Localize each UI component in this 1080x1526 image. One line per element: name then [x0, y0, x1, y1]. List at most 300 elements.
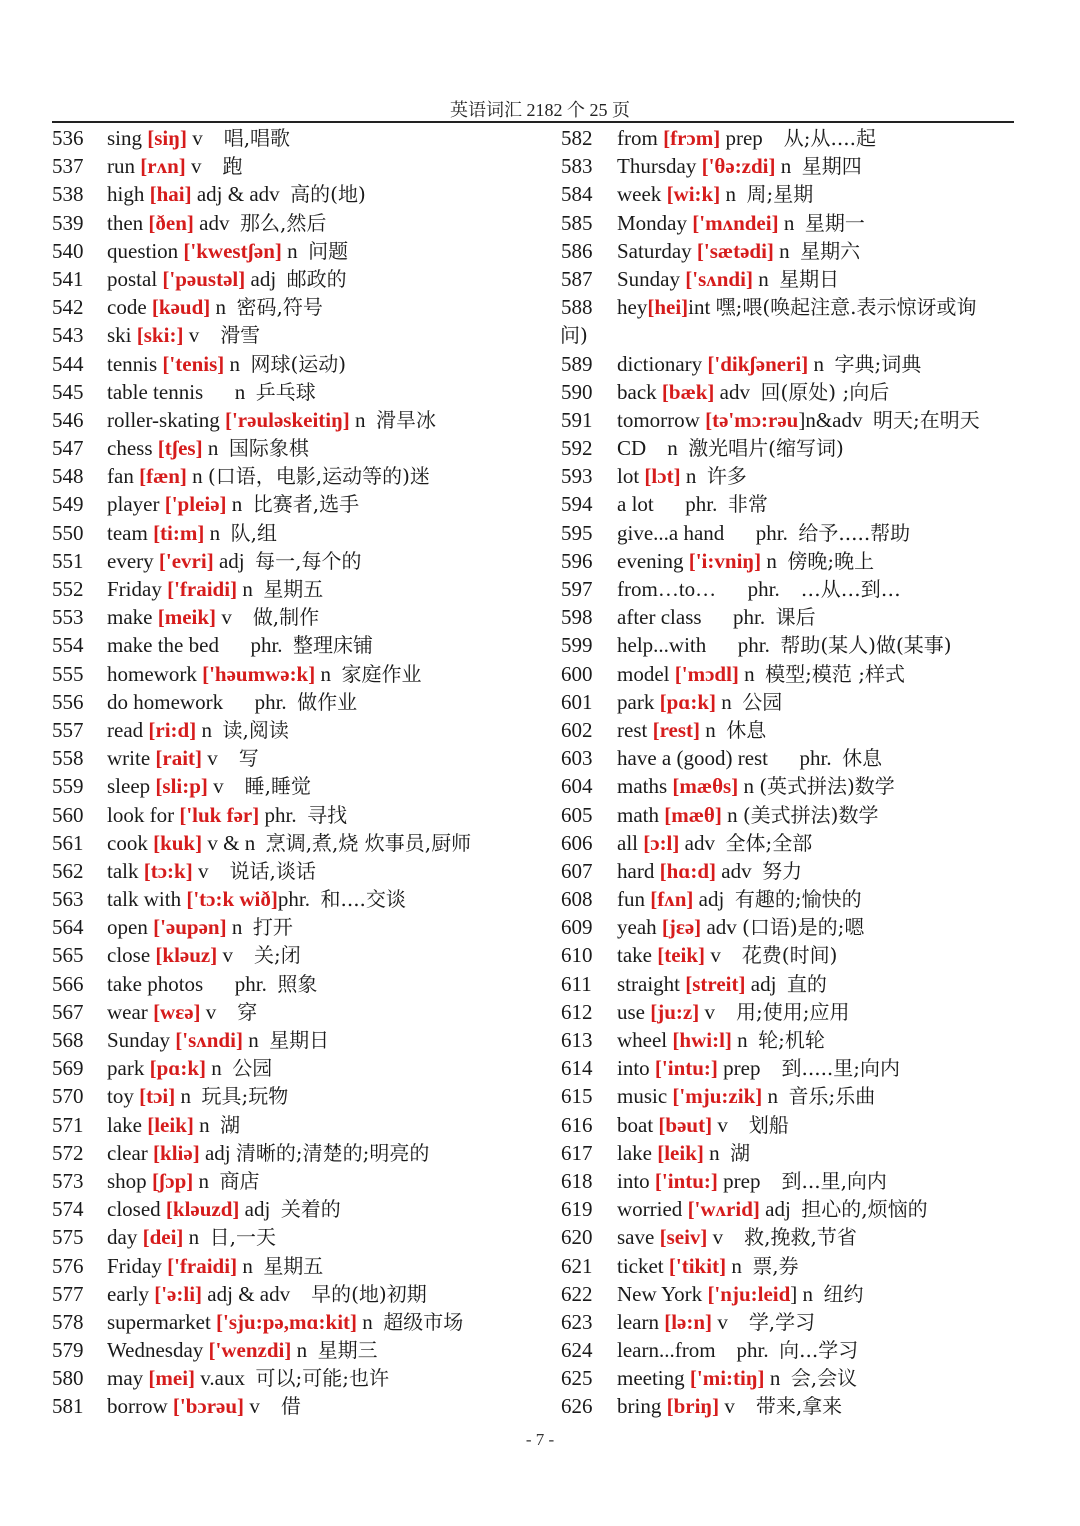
vocab-entry: [561, 1336, 1021, 1364]
entry-part-of-speech: n: [242, 1028, 270, 1052]
entry-number: 599: [561, 633, 593, 658]
vocab-entry: [52, 913, 552, 941]
entry-word: music: [617, 1084, 673, 1109]
entry-word: fun: [617, 887, 651, 912]
entry-phonetic: [mei]: [148, 1366, 196, 1391]
entry-part-of-speech: adj & adv: [191, 182, 291, 207]
entry-phonetic: [pɑ:k]: [659, 689, 716, 714]
entry-word: park: [107, 1056, 150, 1081]
entry-word: help...with: [617, 633, 738, 658]
entry-phonetic: ['mʌndei]: [692, 210, 779, 235]
vocab-entry: [561, 857, 1021, 885]
entry-number: 541: [52, 266, 84, 291]
vocab-entry: [561, 434, 1021, 462]
entry-part-of-speech: n: [196, 717, 223, 742]
vocab-entry: [561, 350, 1021, 378]
entry-phonetic: ['wenzdi]: [208, 1338, 292, 1363]
entry-phonetic: ['i:vniŋ]: [688, 548, 762, 573]
entry-number: 552: [52, 577, 84, 601]
entry-meaning: 比赛者,选手: [252, 492, 360, 517]
entry-number: 566: [52, 971, 84, 996]
entry-phonetic: [kləuz]: [155, 943, 218, 968]
entry-number: 536: [52, 126, 84, 150]
entry-number: 568: [52, 1028, 84, 1052]
entry-word: evening: [617, 548, 689, 573]
entry-meaning: 担心的,烦恼的: [801, 1197, 928, 1222]
entry-part-of-speech: adj: [745, 971, 787, 996]
entry-number: 558: [52, 746, 84, 771]
entry-number: 550: [52, 520, 84, 545]
entry-number: 608: [561, 887, 593, 912]
entry-word: from: [617, 126, 664, 150]
entry-phonetic: [rʌn]: [140, 154, 186, 179]
vocab-entry: [52, 1308, 552, 1336]
entry-phonetic: [ri:d]: [148, 717, 197, 742]
vocab-entry: [561, 1082, 1021, 1110]
entry-number: 616: [561, 1112, 593, 1137]
entry-word: hard: [617, 858, 660, 883]
entry-part-of-speech: n: [738, 774, 760, 799]
entry-number: 590: [561, 379, 593, 404]
entry-word: close: [107, 943, 156, 968]
entry-phonetic: [kliə]: [153, 1140, 200, 1165]
entry-number: 605: [561, 802, 593, 827]
entry-word: run: [107, 154, 141, 179]
entry-number: 551: [52, 548, 84, 573]
entry-number: 560: [52, 802, 84, 827]
entry-part-of-speech: n: [762, 1084, 789, 1109]
vocab-entry: [561, 885, 1021, 913]
entry-number: 592: [561, 436, 593, 461]
entry-meaning: 玩具;玩物: [201, 1084, 289, 1109]
entry-number: 611: [561, 971, 592, 996]
entry-word: yeah: [617, 915, 662, 940]
entry-word: ticket: [617, 1253, 669, 1278]
entry-part-of-speech: n: [808, 351, 835, 376]
entry-part-of-speech: v: [719, 1394, 756, 1419]
entry-part-of-speech: v: [699, 999, 736, 1024]
entry-phonetic: [briŋ]: [666, 1394, 720, 1419]
entry-meaning: 邮政的: [286, 266, 347, 291]
entry-number: 567: [52, 999, 84, 1024]
entry-number: 547: [52, 436, 84, 461]
entry-meaning: 纽约: [823, 1281, 864, 1306]
entry-phonetic: [tɔ:k]: [143, 858, 193, 883]
entry-meaning: 家庭作业: [341, 661, 422, 686]
entry-part-of-speech: v & n: [202, 830, 266, 855]
entry-meaning: 关着的: [280, 1197, 341, 1222]
vocab-entry: [52, 490, 552, 518]
entry-meaning: 帮助(某人)做(某事): [780, 633, 952, 658]
entry-word: cook: [107, 830, 154, 855]
entry-number: 563: [52, 887, 84, 912]
entry-part-of-speech: n: [703, 1140, 731, 1165]
entry-word: wear: [107, 999, 154, 1024]
entry-phonetic: ['sʌndi]: [685, 266, 753, 291]
vocab-entry: [561, 801, 1021, 829]
entry-word: borrow: [107, 1394, 173, 1419]
page-number: - 7 -: [525, 1430, 555, 1449]
vocab-entry: [561, 1392, 1021, 1420]
entry-meaning: 努力: [762, 858, 803, 883]
entry-word: day: [107, 1225, 143, 1250]
entry-meaning: 队,组: [230, 520, 277, 545]
entry-meaning: 会,会议: [790, 1366, 858, 1391]
vocab-entry: [52, 378, 552, 406]
vocab-entry: [52, 1195, 552, 1223]
entry-part-of-speech: n: [680, 464, 707, 489]
entry-word: Monday: [617, 210, 693, 235]
entry-part-of-speech: adv: [714, 379, 761, 404]
entry-number: 596: [561, 548, 593, 573]
entry-word: Saturday: [617, 238, 697, 263]
entry-meaning: 星期五: [263, 1253, 324, 1278]
entry-number: 609: [561, 915, 593, 940]
entry-phonetic: [teik]: [657, 943, 706, 968]
entry-part-of-speech: phr.: [799, 746, 843, 771]
entry-number: 591: [561, 407, 593, 432]
entry-phonetic: [lə:n]: [664, 1309, 713, 1334]
entry-part-of-speech: ]n&adv: [798, 407, 874, 432]
entry-word: dictionary: [617, 351, 708, 376]
entry-part-of-speech: n: [281, 238, 309, 263]
entry-part-of-speech: n: [738, 661, 766, 686]
entry-word: postal: [107, 266, 163, 291]
entry-phonetic: ['pleiə]: [164, 492, 227, 517]
vocab-entry: [52, 1223, 552, 1251]
entry-word: wheel: [617, 1028, 673, 1053]
entry-word: tomorrow: [617, 407, 706, 432]
entry-phonetic: [bæk]: [661, 379, 715, 404]
entry-meaning: 向...学习: [779, 1338, 859, 1363]
vocab-entry: [561, 237, 1021, 265]
entry-word: supermarket: [107, 1309, 217, 1334]
entry-number: 543: [52, 323, 84, 348]
entry-phonetic: [jɛə]: [661, 915, 702, 940]
entry-word: Thursday: [617, 154, 702, 179]
entry-meaning: …从…到…: [800, 577, 901, 602]
vocab-entry: [52, 970, 552, 998]
entry-word: lot: [617, 464, 645, 489]
entry-phonetic: ['fraidi]: [167, 577, 238, 601]
entry-phonetic: [rest]: [652, 717, 700, 742]
entry-word: straight: [617, 971, 686, 996]
entry-phonetic: [kuk]: [153, 830, 203, 855]
entry-meaning: 带来,拿来: [755, 1394, 843, 1419]
entry-word: Sunday: [617, 266, 686, 291]
vocab-entry: [52, 265, 552, 293]
entry-word: bring: [617, 1394, 667, 1419]
entry-phonetic: ['bɔrəu]: [172, 1394, 245, 1419]
entry-part-of-speech: n: [773, 238, 801, 263]
entry-meaning: 说话,谈话: [229, 858, 316, 883]
vocab-entry: [561, 378, 1021, 406]
entry-number: 544: [52, 351, 84, 376]
entry-part-of-speech: n: [764, 1366, 791, 1391]
vocab-entry: [52, 998, 552, 1026]
entry-part-of-speech: n: [234, 379, 256, 404]
entry-number: 610: [561, 943, 593, 968]
entry-phonetic: [sli:p]: [155, 774, 208, 799]
entry-part-of-speech: adv: [193, 210, 240, 235]
entry-number: 595: [561, 520, 593, 545]
vocab-entry: [52, 688, 552, 716]
entry-part-of-speech: n: [775, 154, 802, 179]
vocab-entry: [52, 350, 552, 378]
entry-part-of-speech: v: [183, 323, 221, 348]
entry-meaning: 写: [238, 746, 259, 771]
entry-word: give...a hand: [617, 520, 756, 545]
vocab-entry: [561, 998, 1021, 1026]
entry-part-of-speech: n: [761, 548, 788, 573]
entry-meaning: 做,制作: [252, 605, 320, 630]
entry-meaning: 公园: [232, 1056, 273, 1081]
entry-number: 624: [561, 1338, 593, 1363]
vocab-entry: [561, 575, 1021, 603]
entry-part-of-speech: n: [210, 295, 237, 320]
entry-meaning: 到...里,向内: [781, 1168, 887, 1193]
vocab-entry: [561, 406, 1021, 434]
entry-part-of-speech: phr.: [737, 633, 781, 658]
vocab-entry: [561, 1111, 1021, 1139]
vocab-entry: [52, 603, 552, 631]
entry-meaning: 傍晚;晚上: [787, 548, 875, 573]
entry-part-of-speech: n: [175, 1084, 202, 1109]
entry-word: learn...from: [617, 1338, 737, 1363]
vocab-entry: [52, 744, 552, 772]
entry-word: clear: [107, 1140, 154, 1165]
entry-number: 593: [561, 464, 593, 489]
entry-word: lake: [617, 1140, 658, 1165]
entry-meaning: 课后: [775, 605, 816, 630]
entry-word: player: [107, 492, 165, 517]
entry-meaning: 休息: [842, 746, 883, 771]
entry-phonetic: [hwi:l]: [672, 1028, 732, 1053]
entry-part-of-speech: adv: [701, 915, 743, 940]
entry-meaning: 救,挽救,节省: [744, 1225, 857, 1250]
vocab-entry: [52, 1026, 552, 1054]
entry-part-of-speech: n: [204, 520, 231, 545]
vocab-entry: [52, 180, 552, 208]
entry-part-of-speech: phr.: [277, 887, 321, 912]
entry-word: then: [107, 210, 149, 235]
entry-meaning: 穿: [237, 999, 258, 1024]
entry-number: 578: [52, 1309, 84, 1334]
entry-part-of-speech: phr.: [755, 520, 799, 545]
entry-number: 546: [52, 407, 84, 432]
entry-word: take photos: [107, 971, 235, 996]
entry-number: 565: [52, 943, 84, 968]
vocab-entry: [561, 1139, 1021, 1167]
entry-part-of-speech: n: [206, 1056, 233, 1081]
entry-phonetic: [tə'mɔ:rəu: [705, 407, 799, 432]
entry-word: hey: [617, 295, 648, 320]
vocab-entry: [52, 519, 552, 547]
vocab-entry: [561, 1364, 1021, 1392]
entry-phonetic: ['rəuləskeitiŋ]: [224, 407, 350, 432]
entry-phonetic: [streit]: [685, 971, 746, 996]
vocab-entry: [52, 857, 552, 885]
vocab-entry: [52, 406, 552, 434]
entry-number: 570: [52, 1084, 84, 1109]
vocab-entry: [561, 772, 1021, 800]
entry-phonetic: [ðen]: [148, 210, 194, 235]
entry-number: 545: [52, 379, 84, 404]
entry-word: homework: [107, 661, 203, 686]
entry-word: all: [617, 830, 644, 855]
vocab-entry: [52, 124, 552, 152]
entry-number: 554: [52, 633, 84, 658]
vocab-entry: [52, 1111, 552, 1139]
entry-meaning: 和....交谈: [320, 887, 406, 912]
entry-word: do homework: [107, 689, 255, 714]
entry-meaning: 休息: [726, 717, 767, 742]
entry-meaning: 关;闭: [253, 943, 301, 968]
entry-meaning: 直的: [786, 971, 827, 996]
entry-meaning: 睡,睡觉: [244, 774, 312, 799]
entry-number: 607: [561, 858, 593, 883]
entry-word: model: [617, 661, 675, 686]
entry-word: open: [107, 915, 154, 940]
entry-number: 617: [561, 1140, 593, 1165]
vocab-entry: [561, 293, 1021, 349]
entry-part-of-speech: n: [778, 210, 805, 235]
entry-phonetic: ['θə:zdi]: [701, 154, 776, 179]
entry-phonetic: ['həumwə:k]: [202, 661, 316, 686]
vocab-entry: [52, 1280, 552, 1308]
entry-meaning: 那么,然后: [239, 210, 327, 235]
entry-meaning: (美式拼法)数学: [742, 802, 879, 827]
entry-number: 585: [561, 210, 593, 235]
entry-part-of-speech: v: [202, 746, 239, 771]
entry-number: 612: [561, 999, 593, 1024]
entry-number: 619: [561, 1197, 593, 1222]
entry-part-of-speech: phr.: [250, 633, 294, 658]
entry-phonetic: [rait]: [155, 746, 203, 771]
vocab-entry: [561, 1223, 1021, 1251]
entry-phonetic: [mæθs]: [672, 774, 739, 799]
entry-meaning: 给予.....帮助: [798, 520, 911, 545]
entry-part-of-speech: int: [688, 295, 716, 320]
entry-meaning: 湖: [730, 1140, 751, 1165]
entry-meaning: 星期日: [269, 1028, 330, 1052]
entry-part-of-speech: phr.: [254, 689, 298, 714]
entry-part-of-speech: n: [193, 1168, 220, 1193]
entry-word: from…to…: [617, 577, 748, 602]
entry-number: 573: [52, 1168, 84, 1193]
entry-phonetic: ['nju:leid: [707, 1281, 791, 1306]
entry-part-of-speech: v: [192, 858, 230, 883]
entry-meaning: 星期三: [317, 1338, 378, 1363]
entry-phonetic: [wɛə]: [153, 999, 201, 1024]
entry-word: write: [107, 746, 156, 771]
entry-word: boat: [617, 1112, 659, 1137]
entry-meaning: (口语)是的;嗯: [742, 915, 865, 940]
entry-word: learn: [617, 1309, 665, 1334]
entry-number: 584: [561, 182, 593, 207]
entry-part-of-speech: v: [185, 154, 223, 179]
entry-meaning: 票,券: [752, 1253, 799, 1278]
entry-part-of-speech: n: [291, 1338, 318, 1363]
entry-phonetic: ['mju:zik]: [672, 1084, 763, 1109]
entry-meaning: 轮;机轮: [758, 1028, 825, 1053]
entry-phonetic: [siŋ]: [147, 126, 187, 150]
entry-number: 542: [52, 295, 84, 320]
entry-number: 559: [52, 774, 84, 799]
entry-meaning: 清晰的;清楚的;明亮的: [235, 1140, 430, 1165]
vocab-entry: [52, 941, 552, 969]
vocab-entry: [52, 829, 552, 857]
entry-meaning: 跑: [222, 154, 243, 179]
entry-word: use: [617, 999, 651, 1024]
entry-part-of-speech: adj: [239, 1197, 281, 1222]
vocab-entry: [52, 575, 552, 603]
vocab-entry: [561, 1195, 1021, 1223]
entry-phonetic: [ju:z]: [650, 999, 700, 1024]
vocab-entry: [52, 1392, 552, 1420]
entry-meaning: 高的(地): [290, 182, 366, 207]
entry-phonetic: ['kwestʃən]: [183, 238, 282, 263]
entry-meaning: 花费(时间): [741, 943, 838, 968]
vocab-column-left: [52, 124, 552, 1421]
entry-part-of-speech: v.aux: [195, 1366, 256, 1391]
entry-part-of-speech: v: [712, 1309, 749, 1334]
entry-phonetic: [mæθ]: [664, 802, 722, 827]
entry-number: 549: [52, 492, 84, 517]
entry-word: into: [617, 1168, 655, 1193]
vocab-entry: [52, 462, 552, 490]
entry-number: 539: [52, 210, 84, 235]
entry-number: 586: [561, 238, 593, 263]
vocab-entry: [561, 519, 1021, 547]
entry-word: chess: [107, 436, 158, 461]
vocab-entry: [561, 660, 1021, 688]
entry-phonetic: ['pəustəl]: [162, 266, 246, 291]
entry-phonetic: [meik]: [157, 605, 217, 630]
vocab-entry: [52, 209, 552, 237]
entry-phonetic: ['fraidi]: [167, 1253, 238, 1278]
entry-part-of-speech: v: [200, 999, 238, 1024]
entry-meaning: 打开: [252, 915, 293, 940]
entry-meaning: 用;使用;应用: [735, 999, 850, 1024]
entry-meaning: 音乐;乐曲: [788, 1084, 876, 1109]
vocab-entry: [52, 434, 552, 462]
entry-number: 606: [561, 830, 593, 855]
entry-word: look for: [107, 802, 180, 827]
entry-number: 569: [52, 1056, 84, 1081]
vocab-entry: [561, 970, 1021, 998]
entry-phonetic: [dei]: [142, 1225, 184, 1250]
vocab-entry: [561, 913, 1021, 941]
entry-word: save: [617, 1225, 660, 1250]
entry-word: worried: [617, 1197, 688, 1222]
entry-meaning: (英式拼法)数学: [759, 774, 895, 799]
entry-number: 581: [52, 1394, 84, 1419]
entry-word: take: [617, 943, 658, 968]
vocab-entry: [561, 490, 1021, 518]
entry-meaning: 滑旱冰: [376, 407, 437, 432]
vocab-entry: [561, 547, 1021, 575]
entry-word: back: [617, 379, 662, 404]
entry-meaning: 到.....里;向内: [781, 1056, 901, 1081]
entry-meaning: 公园: [742, 689, 783, 714]
entry-number: 553: [52, 605, 84, 630]
entry-meaning: 读,阅读: [222, 717, 289, 742]
vocab-entry: [52, 1252, 552, 1280]
entry-part-of-speech: v: [217, 943, 254, 968]
entry-meaning: 超级市场: [383, 1309, 464, 1334]
entry-part-of-speech: n: [193, 1112, 221, 1137]
